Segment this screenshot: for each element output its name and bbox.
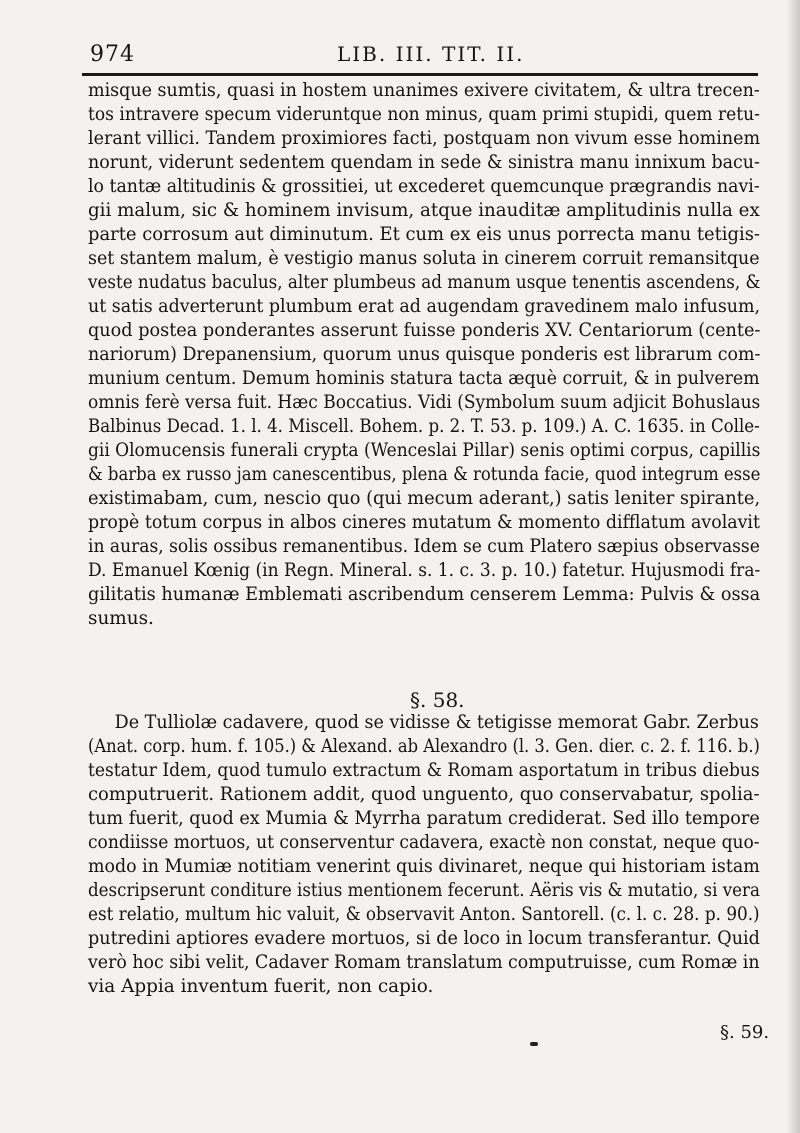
running-head: LIB. III. TIT. II. [337,42,525,66]
text-line: nariorum) Drepanensium, quorum unus quisque ponderis est librarum com- [88,344,761,365]
text-line: verò hoc sibi velit, Cadaver Romam translatum computruisse, cum Romæ in [88,952,760,973]
text-line: modo in Mumiæ notitiam venerint quis divinaret, neque qui historiam istam [88,856,760,877]
text-line: condiisse mortuos, ut conserventur cadavera, exactè non constat, neque quo- [88,832,760,853]
text-line: sumus. [88,608,154,629]
text-line: tum fuerit, quod ex Mumia & Myrrha paratum crediderat. Sed illo tempore [88,808,760,829]
text-line: Balbinus Decad. 1. l. 4. Miscell. Bohem. p. 2. T. 53. p. 109.) A. C. 1635. in Colle- [88,416,760,437]
text-line: (Anat. corp. hum. f. 105.) & Alexand. ab Alexandro (l. 3. Gen. dier. c. 2. f. 116. b.) [88,736,760,757]
text-line: D. Emanuel Kœnig (in Regn. Mineral. s. 1. c. 3. p. 10.) fatetur. Hujusmodi fra- [88,560,761,581]
page-header [90,42,760,74]
text-line: misque sumtis, quasi in hostem unanimes exivere civitatem, & ultra trecen- [88,80,760,101]
text-line: & barba ex russo jam canescentibus, plena & rotunda facie, quod integrum esse [88,464,761,485]
text-line: norunt, viderunt sedentem quendam in sede & sinistra manu innixum bacu- [88,152,760,173]
text-line: est relatio, multum hic valuit, & observavit Anton. Santorell. (c. l. c. 28. p. 90.) [88,904,760,925]
text-line: munium centum. Demum hominis statura tacta æquè corruit, & in pulverem [88,368,760,389]
text-line: putredini aptiores evadere mortuos, si de loco in locum transferantur. Quid [88,928,760,949]
section-paragraph [88,711,760,999]
text-line: propè totum corpus in albos cineres mutatum & momento difflatum avolavit [88,512,760,533]
text-line: testatur Idem, quod tumulo extractum & Romam asportatum in tribus diebus [88,760,760,781]
text-line: lerant villici. Tandem proximiores facti, postquam non vivum esse hominem [88,128,761,149]
page-edge-shadow [786,0,800,1133]
text-line: gilitatis humanæ Emblemati ascribendum censerem Lemma: Pulvis & ossa [88,584,761,605]
text-line: computruerit. Rationem addit, quod unguento, quo conservabatur, spolia- [88,784,760,805]
catchword: §. 59. [720,1022,770,1043]
text-line: quod postea ponderantes asserunt fuisse ponderis XV. Centariorum (cente- [88,320,761,341]
text-line: parte corrosum aut diminutum. Et cum ex eis unus porrecta manu tetigis- [88,224,760,245]
page-number: 974 [90,42,135,67]
text-line: via Appia inventum fuerit, non capio. [88,976,434,997]
text-line: existimabam, cum, nescio quo (qui mecum aderant,) satis leniter spirante, [88,488,761,509]
text-line: tos intravere specum videruntque non minus, quam primi stupidi, quem retu- [88,104,760,125]
text-line: gii Olomucensis funerali crypta (Wenceslai Pillar) senis optimi corpus, capillis [88,440,761,461]
ink-speck [530,1042,538,1046]
paragraph-continued [88,79,760,631]
section-heading: §. 58. [410,688,465,712]
text-line: in auras, solis ossibus remanentibus. Idem se cum Platero sæpius observasse [88,536,760,557]
text-line: set stantem malum, è vestigio manus soluta in cinerem corruit remansitque [88,248,760,269]
text-line: veste nudatus baculus, alter plumbeus ad manum usque tenentis ascendens, & [88,272,761,293]
text-line: ut satis adverterunt plumbum erat ad augendam gravedinem malo infusum, [88,296,761,317]
header-rule [82,73,758,76]
text-line: lo tantæ altitudinis & grossitiei, ut excederet quemcunque prægrandis navi- [88,176,760,197]
text-line: descripserunt conditure istius mentionem fecerunt. Aëris vis & mutatio, si vera [88,880,760,901]
text-line: omnis ferè versa fuit. Hæc Boccatius. Vidi (Symbolum suum adjicit Bohuslaus [88,392,761,413]
text-line: gii malum, sic & hominem invisum, atque inauditæ amplitudinis nulla ex [88,200,760,221]
text-line: De Tulliolæ cadavere, quod se vidisse & tetigisse memorat Gabr. Zerbus [114,712,759,733]
